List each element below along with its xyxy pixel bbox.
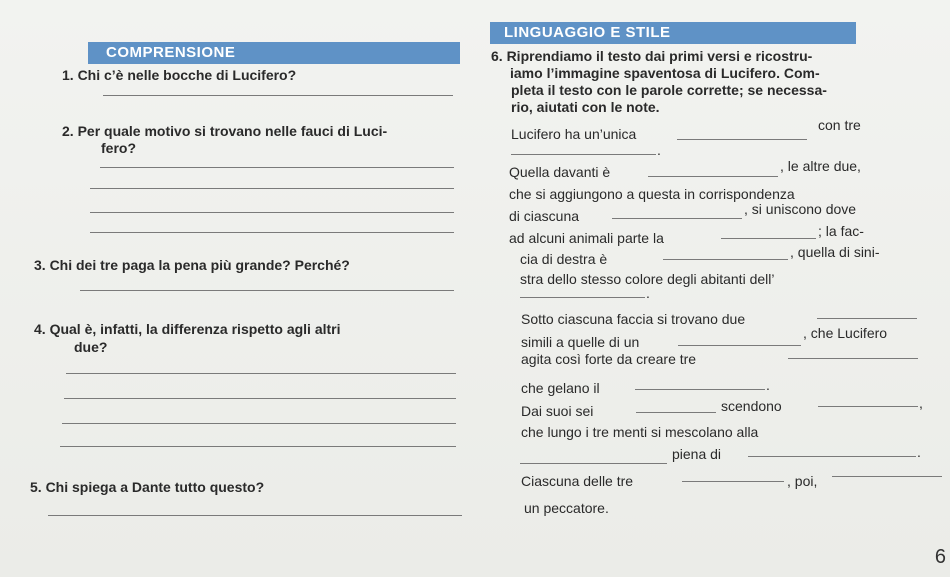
blank-1[interactable] (677, 139, 807, 140)
text-l10: Sotto ciascuna faccia si trovano due (521, 311, 746, 327)
text-l14c: , (919, 395, 923, 411)
question-4-line-1: 4. Qual è, infatti, la differenza rispetto agli altri (34, 321, 341, 337)
answer-line-2a[interactable] (100, 167, 454, 168)
text-l11a: simili a quelle di un (521, 334, 640, 350)
question-5: 5. Chi spiega a Dante tutto questo? (30, 479, 265, 495)
question-2-line-2: fero? (101, 140, 136, 156)
text-l3a: Quella davanti è (509, 164, 611, 180)
text-l13a: che gelano il (521, 380, 600, 396)
blank-15[interactable] (748, 456, 916, 457)
text-l13b: . (766, 377, 770, 393)
text-l2: . (657, 142, 661, 158)
exercise-6-line-4: rio, aiutati con le note. (511, 99, 660, 115)
blank-10[interactable] (788, 358, 918, 359)
blank-16[interactable] (682, 481, 784, 482)
blank-2[interactable] (511, 154, 656, 155)
comprensione-header (88, 42, 460, 64)
text-l1a: Lucifero ha un’unica (511, 126, 637, 142)
question-2-line-1: 2. Per quale motivo si trovano nelle fauci di Luci- (62, 123, 388, 139)
exercise-6-line-2: iamo l’immagine spaventosa di Lucifero. Com- (510, 65, 820, 81)
page-number: 6 (934, 546, 946, 568)
text-l16a: piena di (672, 446, 722, 462)
blank-9[interactable] (678, 345, 801, 346)
text-l5b: , si uniscono dove (744, 201, 857, 217)
blank-8[interactable] (817, 318, 917, 319)
question-4-line-2: due? (74, 339, 108, 355)
blank-6[interactable] (663, 259, 788, 260)
question-3: 3. Chi dei tre paga la pena più grande? Perché? (34, 257, 350, 273)
blank-7[interactable] (520, 297, 645, 298)
text-l6a: ad alcuni animali parte la (509, 230, 664, 246)
blank-5[interactable] (721, 238, 816, 239)
answer-line-4c[interactable] (62, 423, 456, 424)
blank-14[interactable] (520, 463, 667, 464)
text-l18: un peccatore. (524, 500, 609, 516)
text-l14a: Dai suoi sei (521, 403, 594, 419)
text-l12: agita così forte da creare tre (521, 351, 697, 367)
answer-line-2d[interactable] (90, 232, 454, 233)
blank-3[interactable] (648, 176, 778, 177)
blank-12[interactable] (636, 412, 716, 413)
text-l17a: Ciascuna delle tre (521, 473, 634, 489)
answer-line-2c[interactable] (90, 212, 454, 213)
answer-line-4b[interactable] (64, 398, 456, 399)
linguaggio-title: LINGUAGGIO E STILE (504, 24, 671, 41)
text-l1b: con tre (818, 117, 861, 133)
question-1: 1. Chi c’è nelle bocche di Lucifero? (62, 67, 297, 83)
text-l17b: , poi, (787, 473, 818, 489)
text-l3b: , le altre due, (780, 158, 861, 174)
blank-4[interactable] (612, 218, 742, 219)
text-l11b: , che Lucifero (803, 325, 888, 341)
comprensione-title: COMPRENSIONE (106, 44, 236, 61)
text-l9: . (646, 285, 650, 301)
text-l7b: , quella di sini- (790, 244, 880, 260)
text-l4: che si aggiungono a questa in corrispondenza (509, 186, 795, 202)
text-l5a: di ciascuna (509, 208, 580, 224)
linguaggio-header (490, 22, 856, 44)
exercise-6-line-3: pleta il testo con le parole corrette; se necessa- (511, 82, 827, 98)
answer-line-5[interactable] (48, 515, 462, 516)
text-l14b: scendono (721, 398, 782, 414)
text-l7a: cia di destra è (520, 251, 608, 267)
blank-11[interactable] (635, 389, 765, 390)
answer-line-4a[interactable] (66, 373, 456, 374)
text-l6b: ; la fac- (818, 223, 864, 239)
blank-13[interactable] (818, 406, 918, 407)
blank-17[interactable] (832, 476, 942, 477)
text-l16b: . (917, 444, 921, 460)
exercise-6-line-1: 6. Riprendiamo il testo dai primi versi e ricostru- (491, 48, 813, 64)
answer-line-4d[interactable] (60, 446, 456, 447)
text-l15: che lungo i tre menti si mescolano alla (521, 424, 759, 440)
answer-line-3[interactable] (80, 290, 454, 291)
answer-line-1[interactable] (103, 95, 453, 96)
answer-line-2b[interactable] (90, 188, 454, 189)
text-l8: stra dello stesso colore degli abitanti dell’ (520, 271, 775, 287)
